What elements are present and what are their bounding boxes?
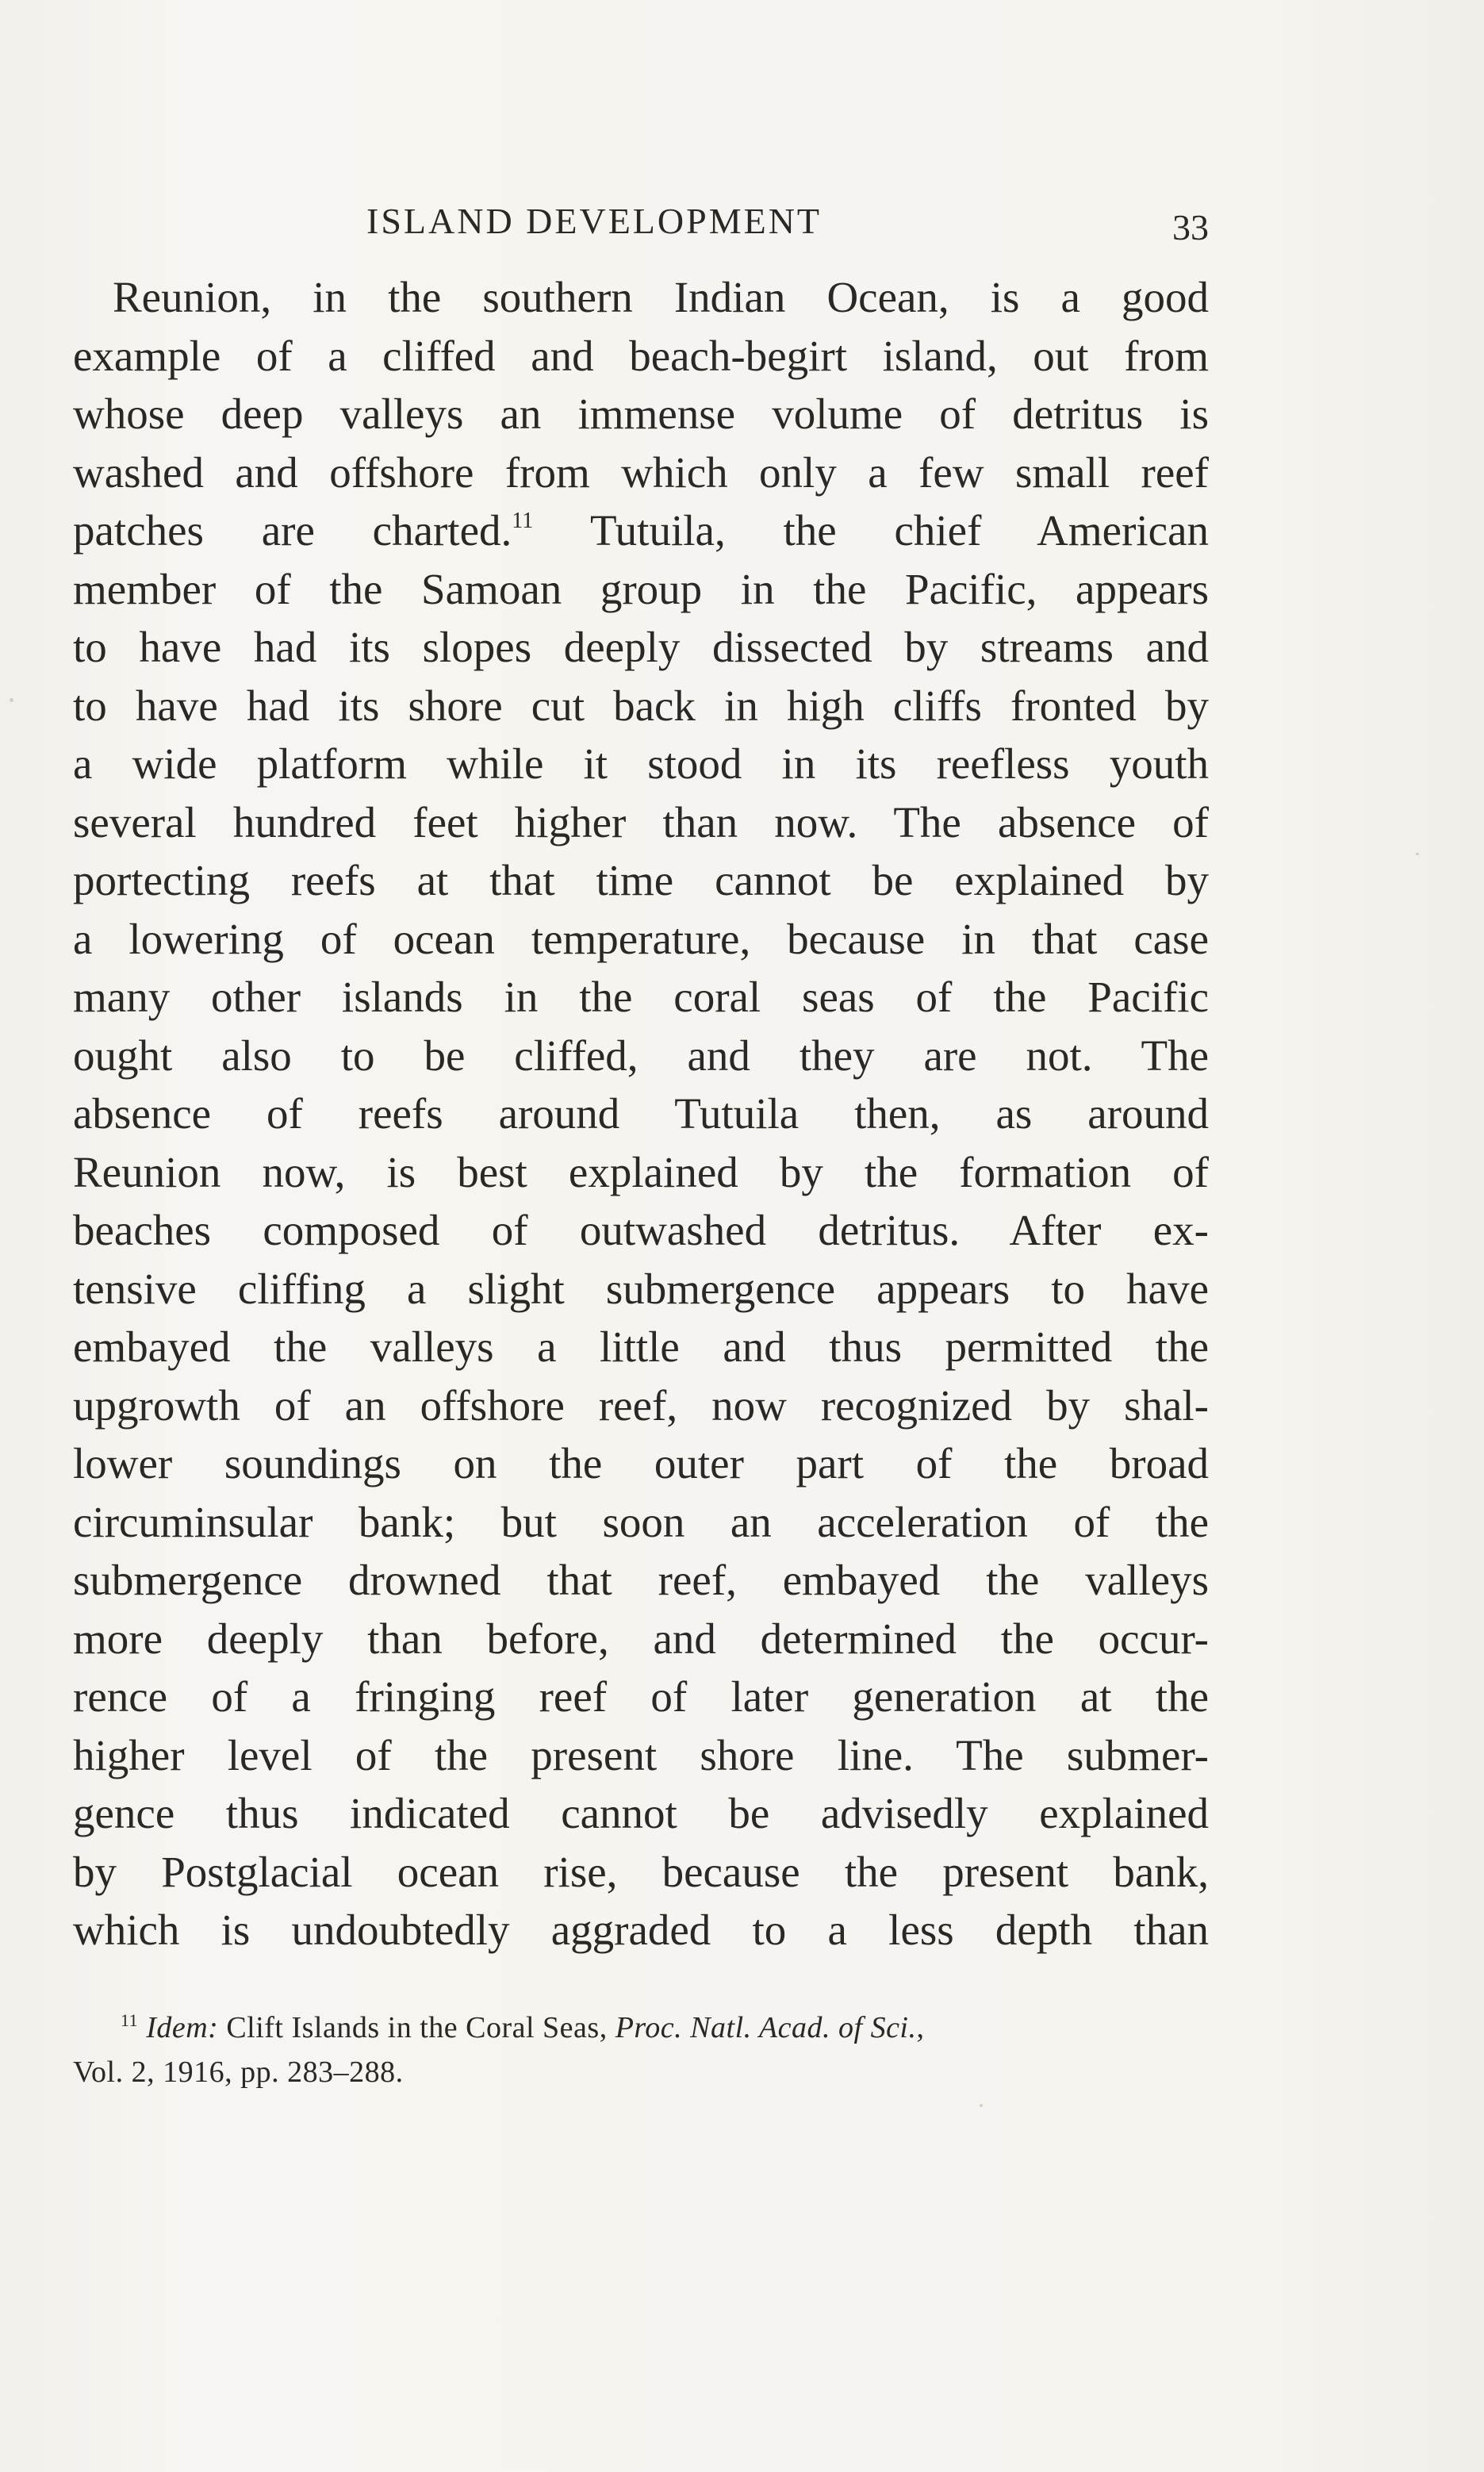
page-number: 33 [1172,207,1209,248]
text-line: Reunion now, is best explained by the formation of [73,1147,1209,1196]
text-line: beaches composed of outwashed detritus. After ex- [73,1206,1209,1254]
text-fragment: patches are charted. [73,506,512,555]
text-line: many other islands in the coral seas of the Pacific [73,973,1209,1021]
text-fragment: Tutuila, the chief American [533,506,1209,555]
text-line: a lowering of ocean temperature, because in that case [73,914,1209,963]
paper-speck [10,698,13,702]
chapter-title: ISLAND DEVELOPMENT [366,201,823,241]
text-line: lower soundings on the outer part of the broad [73,1439,1209,1487]
footnote-title: Clift Islands in the Coral Seas, [218,2011,615,2044]
body-text [73,268,1209,1960]
text-line: portecting reefs at that time cannot be explained by [73,856,1209,904]
text-line: more deeply than before, and determined the occur- [73,1614,1209,1663]
paper-speck [980,2104,983,2107]
text-line: to have had its slopes deeply dissected by streams and [73,623,1209,671]
text-line-with-note [73,501,1209,560]
footnote [73,2006,1231,2094]
text-line: circuminsular bank; but soon an acceleration of the [73,1497,1209,1546]
paper-speck [1416,853,1419,855]
text-line: ought also to be cliffed, and they are not. The [73,1031,1209,1080]
text-line: by Postglacial ocean rise, because the present bank, [73,1847,1209,1896]
text-line: which is undoubtedly aggraded to a less depth than [73,1906,1209,1954]
text-line: several hundred feet higher than now. The absence of [73,797,1209,846]
text-line: to have had its shore cut back in high cliffs fronted by [73,681,1209,730]
footnote-line: Vol. 2, 1916, pp. 283–288. [73,2056,404,2089]
footnote-marker: 11 [121,2010,139,2030]
text-line: gence thus indicated cannot be advisedly explained [73,1789,1209,1837]
text-line: upgrowth of an offshore reef, now recognized by shal- [73,1380,1209,1430]
footnote-journal: Proc. Natl. Acad. of Sci. [615,2011,917,2044]
text-line: submergence drowned that reef, embayed the valleys [73,1556,1209,1604]
text-line: rence of a fringing reef of later generation at the [73,1672,1209,1721]
text-line: member of the Samoan group in the Pacific, appears [73,564,1209,613]
text-line: example of a cliffed and beach-begirt island, out from [73,331,1209,380]
running-head [73,194,1209,249]
text-line: tensive cliffing a slight submergence appears to have [73,1264,1209,1313]
text-line: whose deep valleys an immense volume of detritus is [73,390,1209,438]
footnote-author: Idem: [146,2011,219,2044]
text-line: absence of reefs around Tutuila then, as around [73,1089,1209,1138]
footnote-line [73,2006,1231,2050]
text-line: higher level of the present shore line. The submer- [73,1730,1209,1779]
text-line: washed and offshore from which only a few small reef [73,447,1209,497]
footnote-punct: , [916,2011,925,2044]
text-line: Reunion, in the southern Indian Ocean, is a good [113,273,1209,321]
text-line: embayed the valleys a little and thus permitted the [73,1322,1209,1371]
footnote-reference: 11 [512,509,534,533]
text-line: a wide platform while it stood in its reefless youth [73,739,1209,788]
